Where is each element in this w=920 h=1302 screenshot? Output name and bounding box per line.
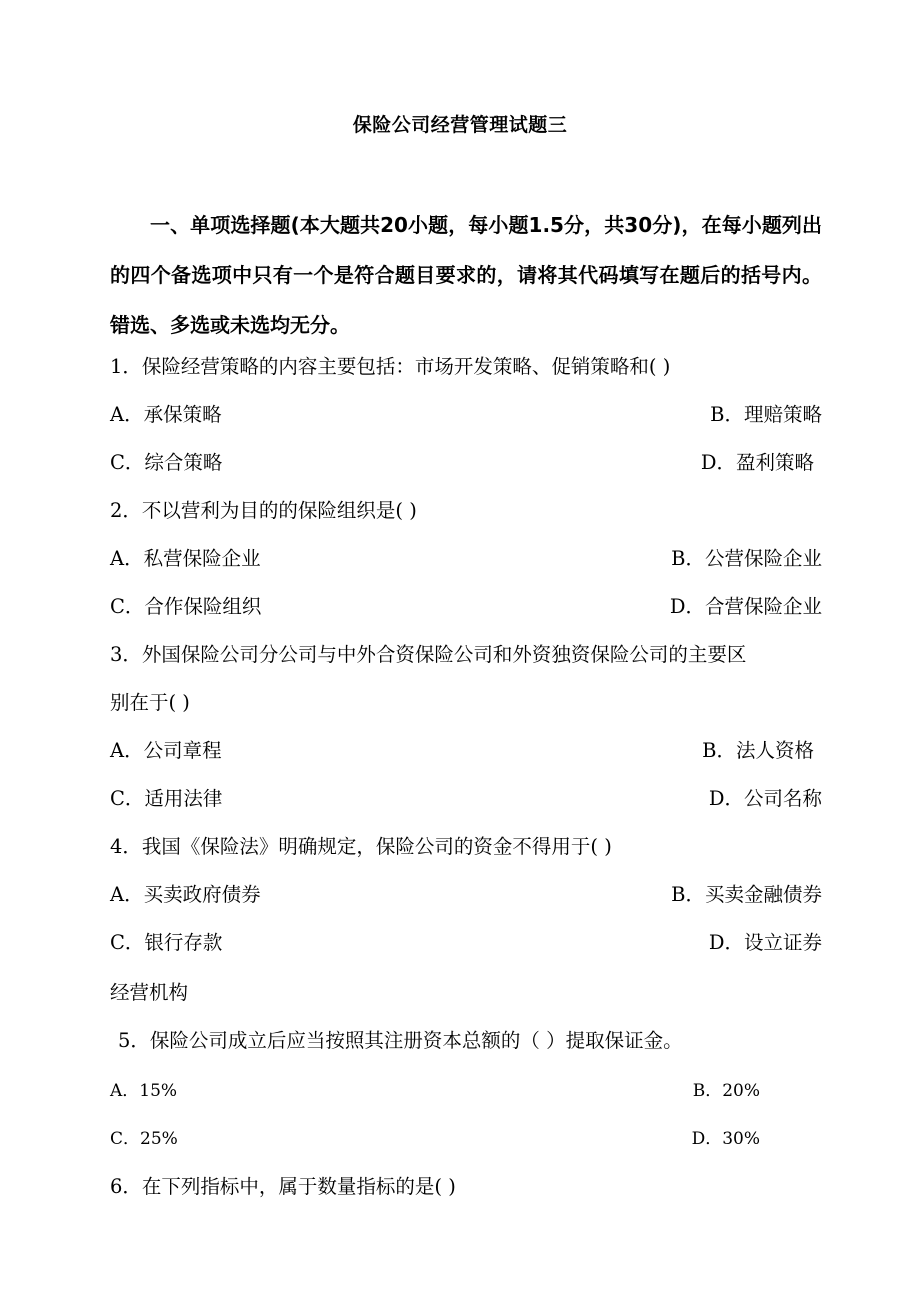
question-2-options-row-1 [110, 546, 822, 572]
question-3-stem-continued: 别在于( ) [110, 691, 190, 714]
question-2-option-a: A．私营保险企业 [110, 547, 261, 570]
question-5-stem: 5．保险公司成立后应当按照其注册资本总额的（ ）提取保证金。 [118, 1029, 683, 1052]
question-4-option-d-continued: 经营机构 [110, 981, 189, 1004]
question-1-option-d: D．盈利策略 [700, 451, 814, 474]
question-5-option-c: C．25% [110, 1129, 178, 1149]
question-3-options-row-2 [110, 786, 822, 812]
question-5-option-b: B．20% [692, 1081, 760, 1101]
question-4-option-b: B．买卖金融债券 [671, 883, 822, 906]
question-5-options-row-2 [110, 1126, 822, 1152]
question-1-option-c: C．综合策略 [110, 451, 223, 474]
question-1-option-a: A．承保策略 [110, 403, 222, 426]
question-3-options-row-1 [110, 738, 822, 764]
question-2-option-b: B．公营保险企业 [671, 547, 822, 570]
question-1-options-row-1 [110, 402, 822, 428]
question-3-option-b: B．法人资格 [702, 739, 814, 762]
section-instruction: 一、单项选择题(本大题共20小题，每小题1.5分，共30分)，在每小题列出的四个备选项中只有一个是符合题目要求的，请将其代码填写在题后的括号内。错选、多选或未选均无分。 [110, 213, 822, 337]
question-1-stem: 1．保险经营策略的内容主要包括：市场开发策略、促销策略和( ) [110, 355, 671, 378]
question-4-option-a: A．买卖政府债券 [110, 883, 261, 906]
question-3-option-a: A．公司章程 [110, 739, 222, 762]
question-2-stem: 2．不以营利为目的的保险组织是( ) [110, 499, 417, 522]
question-1-options-row-2 [110, 450, 822, 476]
question-6-stem: 6．在下列指标中，属于数量指标的是( ) [110, 1175, 456, 1198]
question-2-option-d: D．合营保险企业 [669, 595, 822, 618]
question-2-option-c: C．合作保险组织 [110, 595, 262, 618]
question-4-options-row-2 [110, 930, 822, 956]
question-3-option-d: D．公司名称 [708, 787, 822, 810]
question-4-option-d: D．设立证券 [708, 931, 822, 954]
document-title: 保险公司经营管理试题三 [352, 114, 568, 136]
question-3-stem: 3．外国保险公司分公司与中外合资保险公司和外资独资保险公司的主要区 [110, 643, 747, 666]
question-5-option-a: A．15% [110, 1081, 178, 1101]
question-2-options-row-2 [110, 594, 822, 620]
question-3-option-c: C．适用法律 [110, 787, 223, 810]
question-5-option-d: D．30% [691, 1129, 760, 1149]
question-4-stem: 4．我国《保险法》明确规定，保险公司的资金不得用于( ) [110, 835, 612, 858]
question-5-options-row-1 [110, 1078, 822, 1104]
question-1-option-b: B．理赔策略 [710, 403, 822, 426]
question-4-options-row-1 [110, 882, 822, 908]
question-4-option-c: C．银行存款 [110, 931, 223, 954]
